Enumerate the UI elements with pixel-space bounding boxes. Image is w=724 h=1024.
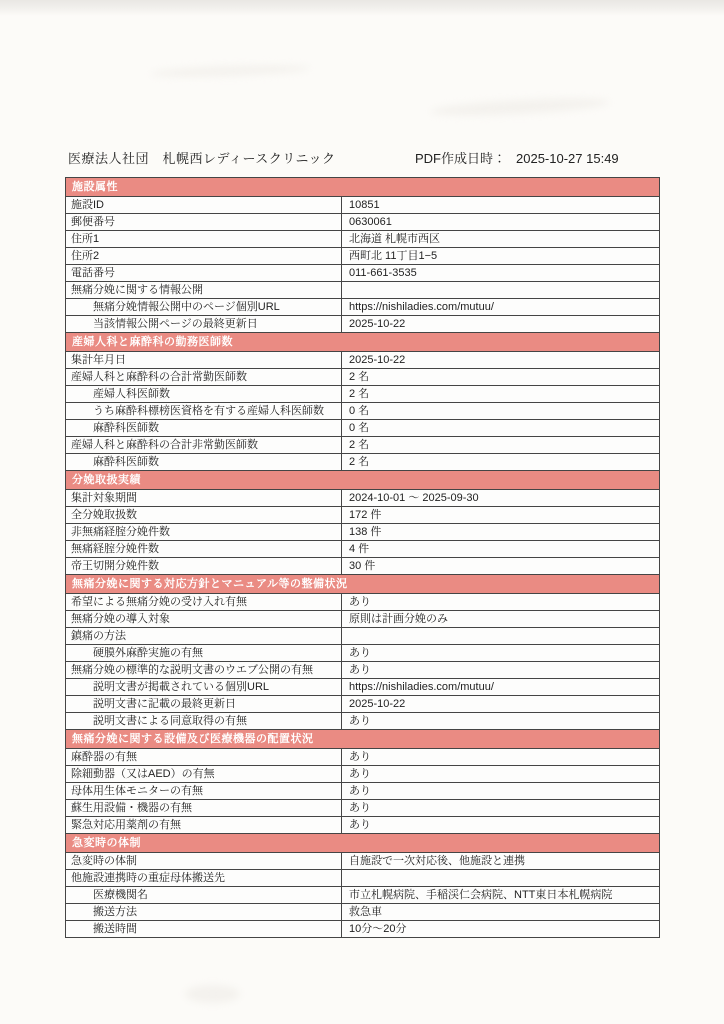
- table-row: [66, 524, 659, 541]
- table-row: [66, 437, 659, 454]
- row-label: 郵便番号: [66, 214, 342, 230]
- row-label: 帝王切開分娩件数: [66, 558, 342, 574]
- row-label: 産婦人科と麻酔科の合計非常勤医師数: [66, 437, 342, 453]
- row-label: 無痛経腟分娩件数: [66, 541, 342, 557]
- table-row: [66, 282, 659, 299]
- row-label: 搬送方法: [66, 904, 342, 920]
- section-header: 分娩取扱実績: [66, 471, 659, 490]
- row-label: うち麻酔科標榜医資格を有する産婦人科医師数: [66, 403, 342, 419]
- row-value: 0 名: [349, 405, 370, 417]
- row-label: 住所1: [66, 231, 342, 247]
- row-value: 2025-10-22: [349, 698, 406, 710]
- table-row: [66, 800, 659, 817]
- row-value: 西町北 11丁目1−5: [349, 250, 438, 262]
- row-value: あり: [349, 751, 371, 763]
- row-label: 施設ID: [66, 197, 342, 213]
- table-row: [66, 541, 659, 558]
- table-row: [66, 231, 659, 248]
- row-label: 集計年月日: [66, 352, 342, 368]
- row-value: 2 名: [349, 439, 370, 451]
- table-row: [66, 248, 659, 265]
- section-header: 無痛分娩に関する設備及び医療機器の配置状況: [66, 730, 659, 749]
- row-label: 他施設連携時の重症母体搬送先: [66, 870, 342, 886]
- row-label: 説明文書が掲載されている個別URL: [66, 679, 342, 695]
- table-row: [66, 887, 659, 904]
- section-header: 急変時の体制: [66, 834, 659, 853]
- row-label: 非無痛経腟分娩件数: [66, 524, 342, 540]
- row-label: 集計対象期間: [66, 490, 342, 506]
- row-value: あり: [349, 785, 371, 797]
- row-label: 無痛分娩情報公開中のページ個別URL: [66, 299, 342, 315]
- table-row: [66, 594, 659, 611]
- table-row: [66, 369, 659, 386]
- row-label: 無痛分娩の標準的な説明文書のウエブ公開の有無: [66, 662, 342, 678]
- row-value: あり: [349, 715, 371, 727]
- row-label: 麻酔科医師数: [66, 454, 342, 470]
- row-value: あり: [349, 819, 371, 831]
- row-value: 2025-10-22: [349, 354, 406, 366]
- row-value: 011-661-3535: [349, 267, 417, 279]
- section-header: 施設属性: [66, 178, 659, 197]
- table-row: [66, 611, 659, 628]
- row-value: あり: [349, 802, 371, 814]
- row-label: 除細動器（又はAED）の有無: [66, 766, 342, 782]
- scan-artifact-top-band: [0, 0, 724, 16]
- scan-artifact-smudge: [150, 63, 310, 79]
- row-label: 無痛分娩に関する情報公開: [66, 282, 342, 298]
- scan-artifact-smudge: [185, 985, 240, 1003]
- table-row: [66, 558, 659, 575]
- row-value: あり: [349, 596, 371, 608]
- row-label: 麻酔科医師数: [66, 420, 342, 436]
- row-label: 医療機関名: [66, 887, 342, 903]
- table-row: [66, 783, 659, 800]
- table-row: [66, 817, 659, 834]
- table-row: [66, 403, 659, 420]
- table-row: [66, 265, 659, 282]
- row-value: 原則は計画分娩のみ: [349, 613, 448, 625]
- pdf-created-datetime: [415, 148, 619, 167]
- table-row: [66, 214, 659, 231]
- row-value: 自施設で一次対応後、他施設と連携: [349, 855, 525, 867]
- row-value: [342, 628, 659, 644]
- row-label: 搬送時間: [66, 921, 342, 937]
- row-label: 当該情報公開ページの最終更新日: [66, 316, 342, 332]
- table-row: [66, 679, 659, 696]
- row-label: 硬膜外麻酔実施の有無: [66, 645, 342, 661]
- row-label: 無痛分娩の導入対象: [66, 611, 342, 627]
- row-value: 10分～20分: [349, 923, 407, 935]
- row-label: 説明文書に記載の最終更新日: [66, 696, 342, 712]
- table-row: [66, 507, 659, 524]
- table-row: [66, 386, 659, 403]
- table-row: [66, 352, 659, 369]
- table-row: [66, 713, 659, 730]
- scan-artifact-smudge: [430, 95, 610, 118]
- row-label: 産婦人科と麻酔科の合計常勤医師数: [66, 369, 342, 385]
- row-value: 2 名: [349, 456, 370, 468]
- row-value: [342, 870, 659, 886]
- pdf-created-label: PDF作成日時：: [415, 151, 507, 166]
- row-value: 30 件: [349, 560, 376, 572]
- report-table: [65, 177, 660, 938]
- row-label: 母体用生体モニターの有無: [66, 783, 342, 799]
- table-row: [66, 420, 659, 437]
- table-row: [66, 645, 659, 662]
- row-label: 鎮痛の方法: [66, 628, 342, 644]
- row-value: 0630061: [349, 216, 392, 228]
- row-value: あり: [349, 647, 371, 659]
- table-row: [66, 299, 659, 316]
- row-value: https://nishiladies.com/mutuu/: [349, 301, 494, 313]
- row-value: https://nishiladies.com/mutuu/: [349, 681, 494, 693]
- table-row: [66, 853, 659, 870]
- row-label: 緊急対応用薬剤の有無: [66, 817, 342, 833]
- row-value: 172 件: [349, 509, 382, 521]
- section-header: 無痛分娩に関する対応方針とマニュアル等の整備状況: [66, 575, 659, 594]
- row-label: 全分娩取扱数: [66, 507, 342, 523]
- row-value: 4 件: [349, 543, 370, 555]
- table-row: [66, 766, 659, 783]
- table-row: [66, 696, 659, 713]
- row-value: 2 名: [349, 371, 370, 383]
- row-value: 市立札幌病院、手稲渓仁会病院、NTT東日本札幌病院: [349, 889, 613, 901]
- row-label: 急変時の体制: [66, 853, 342, 869]
- table-row: [66, 628, 659, 645]
- table-row: [66, 921, 659, 937]
- row-label: 産婦人科医師数: [66, 386, 342, 402]
- table-row: [66, 749, 659, 766]
- table-row: [66, 490, 659, 507]
- row-label: 蘇生用設備・機器の有無: [66, 800, 342, 816]
- section-header: 産婦人科と麻酔科の勤務医師数: [66, 333, 659, 352]
- clinic-name-title: 医療法人社団 札幌西レディースクリニック: [68, 151, 336, 166]
- row-label: 希望による無痛分娩の受け入れ有無: [66, 594, 342, 610]
- row-label: 麻酔器の有無: [66, 749, 342, 765]
- table-row: [66, 870, 659, 887]
- row-label: 説明文書による同意取得の有無: [66, 713, 342, 729]
- row-value: [342, 282, 659, 298]
- table-row: [66, 904, 659, 921]
- row-value: 北海道 札幌市西区: [349, 233, 441, 245]
- table-row: [66, 454, 659, 471]
- table-row: [66, 197, 659, 214]
- row-value: 10851: [349, 199, 380, 211]
- row-value: 0 名: [349, 422, 370, 434]
- row-value: 2024-10-01 ～ 2025-09-30: [349, 492, 479, 504]
- row-label: 住所2: [66, 248, 342, 264]
- row-value: 138 件: [349, 526, 382, 538]
- pdf-created-value: 2025-10-27 15:49: [516, 151, 619, 166]
- row-label: 電話番号: [66, 265, 342, 281]
- row-value: あり: [349, 768, 371, 780]
- row-value: 2 名: [349, 388, 370, 400]
- table-row: [66, 316, 659, 333]
- row-value: 救急車: [349, 906, 382, 918]
- table-row: [66, 662, 659, 679]
- row-value: 2025-10-22: [349, 318, 406, 330]
- row-value: あり: [349, 664, 371, 676]
